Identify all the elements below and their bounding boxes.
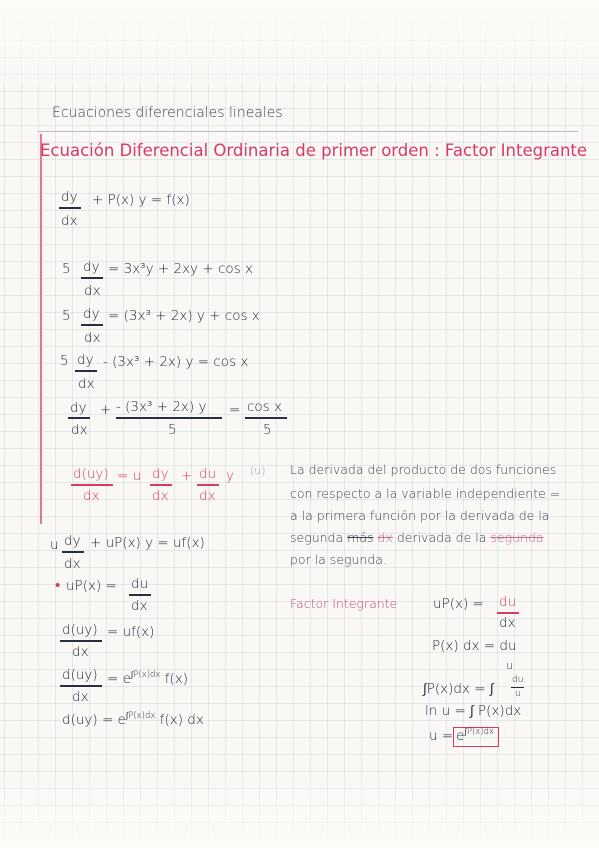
product-rule-lhs-bar <box>71 484 113 486</box>
fi-eq2-den: u <box>506 659 513 672</box>
step1-rest: + uP(x) y = uf(x) <box>90 535 205 551</box>
product-rule-t2-bar <box>197 484 219 486</box>
example-line3-coef: 5 <box>60 353 69 369</box>
fi-eq3-lhs: ∫P(x)dx = ∫ <box>423 681 494 697</box>
explanation-line5: por la segunda. <box>290 552 387 567</box>
factor-integrante-label: Factor Integrante <box>290 596 398 611</box>
explanation-line4-a: segunda <box>290 530 344 545</box>
product-rule-t2-num: du <box>199 466 217 482</box>
step4-rest: f(x) <box>164 671 189 687</box>
explanation-line2: con respecto a la variable independiente = <box>290 486 561 501</box>
explanation-line1: La derivada del producto de dos funciones <box>290 462 557 477</box>
step4-eq-text: = e <box>107 671 131 687</box>
step2-bar <box>129 594 151 596</box>
fi-eq1-lhs: uP(x) = <box>433 596 484 612</box>
general-form-numerator: dy <box>61 189 78 205</box>
fi-eq5-exponent: ∫P(x)dx <box>464 727 495 737</box>
example-line2-den: dx <box>84 330 101 346</box>
example-line1-coef: 5 <box>62 261 71 277</box>
product-rule-lhs-num: d(uy) <box>73 466 109 482</box>
product-rule-t2-den: dx <box>199 488 216 504</box>
example-line3-den: dx <box>78 376 95 392</box>
fi-eq3-den: u <box>515 689 521 699</box>
example-line2-num: dy <box>83 306 100 322</box>
fi-eq5 <box>429 728 499 744</box>
example-line1-den: dx <box>84 283 101 299</box>
example-line3-bar <box>75 370 97 372</box>
general-form-fraction-bar <box>59 207 81 209</box>
step3-rest: = uf(x) <box>107 624 155 640</box>
step4-den: dx <box>72 689 89 705</box>
page-top-fade <box>0 0 599 85</box>
product-rule-eq: = u <box>117 468 142 484</box>
example-line4-frac2-bar <box>116 417 222 419</box>
fi-eq4: ln u = ∫ P(x)dx <box>425 703 522 719</box>
example-line3-rest: - (3x³ + 2x) y = cos x <box>103 354 249 370</box>
example-line1-rest: = 3x³y + 2xy + cos x <box>108 261 253 277</box>
example-line4-frac2-den: 5 <box>168 422 177 438</box>
step1-den: dx <box>64 556 81 572</box>
explanation-line4-strike2: dx <box>377 530 393 545</box>
step1-num: dy <box>64 533 81 549</box>
example-line2-rest: = (3x³ + 2x) y + cos x <box>108 308 260 324</box>
product-rule-t1-num: dy <box>152 466 169 482</box>
explanation-line3: a la primera función por la derivada de la <box>290 508 550 523</box>
product-rule-lhs-den: dx <box>83 488 100 504</box>
step2-den: dx <box>131 598 148 614</box>
step3-bar <box>60 640 102 642</box>
product-rule-t1-bar <box>150 484 172 486</box>
step5 <box>62 712 204 728</box>
step2-lhs: uP(x) = <box>66 578 117 594</box>
page-bottom-fade <box>0 778 599 848</box>
example-line4-frac3-bar <box>245 417 287 419</box>
product-rule-y: y <box>226 468 234 484</box>
margin-line <box>40 134 42 524</box>
fi-eq1-den: dx <box>499 615 516 631</box>
step5-lhs: d(uy) = e <box>62 712 126 728</box>
fi-eq5-box <box>453 727 499 747</box>
explanation-line4-strike1: más <box>347 530 374 545</box>
fi-eq3-num: du <box>512 675 524 685</box>
example-line4-equals: = <box>229 402 241 418</box>
product-rule-marker: (u) <box>250 464 266 477</box>
example-line4-frac3-den: 5 <box>263 422 272 438</box>
example-line2-bar <box>81 324 103 326</box>
example-line4-plus: + <box>100 402 112 418</box>
fi-eq5-lhs: u = <box>429 728 454 744</box>
fi-eq5-base: e <box>456 728 465 744</box>
step4-eq <box>107 671 188 687</box>
header-rule <box>38 131 578 132</box>
general-form-rest: + P(x) y = f(x) <box>92 192 190 208</box>
example-line3-num: dy <box>77 352 94 368</box>
product-rule-plus: + <box>181 468 193 484</box>
explanation-line4 <box>290 532 544 545</box>
step2-num: du <box>131 576 149 592</box>
step4-exponent: ∫P(x)dx <box>130 670 161 680</box>
example-line4-frac3-num: cos x <box>247 399 282 415</box>
explanation-line4-b: derivada de la <box>396 530 487 545</box>
explanation-line4-strike3: segunda <box>490 530 544 545</box>
example-line4-den: dx <box>71 422 88 438</box>
example-line2-coef: 5 <box>62 308 71 324</box>
step4-bar <box>60 685 102 687</box>
page-subtitle: Ecuaciones diferenciales lineales <box>52 105 283 121</box>
fi-eq1-bar <box>497 612 519 614</box>
general-form-denominator: dx <box>61 213 78 229</box>
page-title: Ecuación Diferencial Ordinaria de primer orden : Factor Integrante <box>40 141 588 160</box>
step5-rest: f(x) dx <box>159 712 204 728</box>
example-line4-bar <box>68 417 90 419</box>
fi-eq2: P(x) dx = du <box>432 638 517 654</box>
example-line1-num: dy <box>83 259 100 275</box>
step5-exponent: ∫P(x)dx <box>125 711 156 721</box>
example-line4-num: dy <box>70 400 87 416</box>
fi-eq3-bar <box>511 687 524 688</box>
step3-num: d(uy) <box>62 622 98 638</box>
step4-num: d(uy) <box>62 667 98 683</box>
example-line1-bar <box>81 277 103 279</box>
fi-eq1-num: du <box>499 594 517 610</box>
product-rule-t1-den: dx <box>152 488 169 504</box>
step1-bar <box>62 551 84 553</box>
step2-bullet: • <box>55 576 61 594</box>
step1-pre: u <box>50 537 59 553</box>
example-line4-frac2-num: - (3x³ + 2x) y <box>116 399 207 415</box>
step3-den: dx <box>72 644 89 660</box>
